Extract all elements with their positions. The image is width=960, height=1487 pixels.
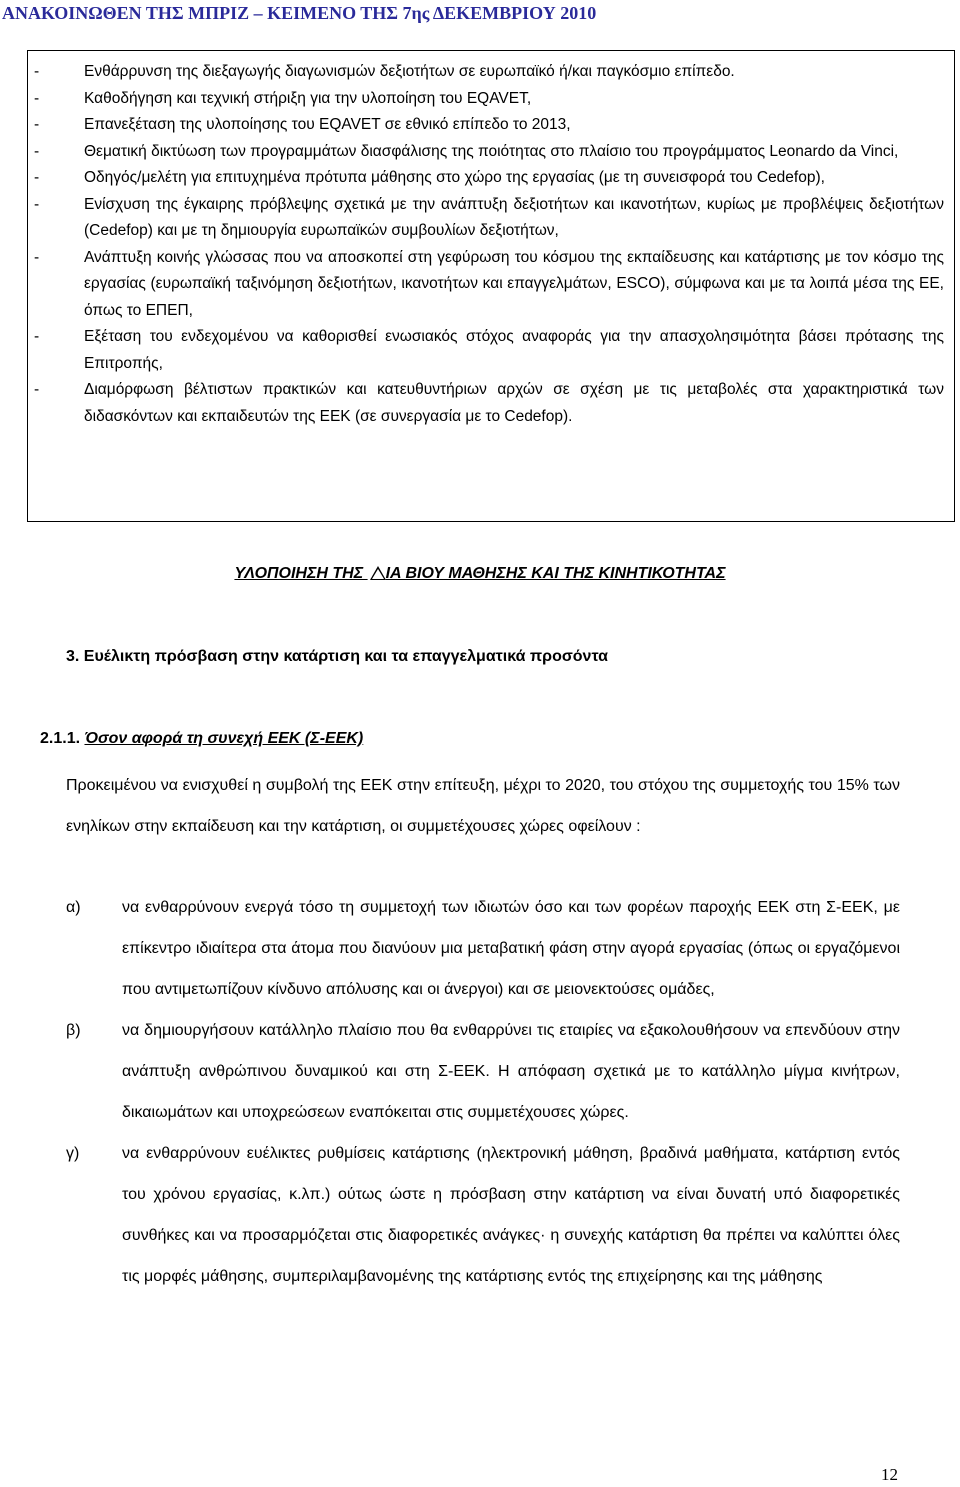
delta-glyph-icon — [370, 566, 386, 580]
obligation-item — [66, 887, 900, 1010]
list-item-text: Ενίσχυση της έγκαιρης πρόβλεψης σχετικά με την ανάπτυξη δεξιοτήτων και ικανοτήτων, κυρίως με προβλέψεις δεξιοτήτων (Cedefop) και με τη δημιουργία ευρωπαϊκών συμβουλίων δεξιοτήτων, — [84, 195, 944, 239]
item-label: β) — [66, 1022, 81, 1039]
obligations-list — [66, 887, 900, 1297]
section-title — [0, 565, 960, 583]
list-item-text: Οδηγός/μελέτη για επιτυχημένα πρότυπα μάθησης στο χώρο της εργασίας (με τη συνεισφορά του Cedefop), — [84, 169, 825, 186]
list-item — [34, 192, 944, 245]
bullet-dash: - — [34, 248, 40, 266]
point-number: 2.1.1. — [40, 730, 81, 747]
item-label: α) — [66, 899, 81, 916]
actions-list — [28, 51, 954, 430]
list-item — [34, 245, 944, 325]
bullet-dash: - — [34, 381, 40, 398]
list-item — [34, 165, 944, 192]
section-title-part-1: ΥΛΟΠΟΙΗΣΗ ΤΗΣ — [234, 565, 368, 582]
list-item — [34, 59, 944, 86]
section-title-part-2: ΙΑ ΒΙΟΥ ΜΑΘΗΣΗΣ ΚΑΙ ΤΗΣ ΚΙΝΗΤΙΚΟΤΗΤΑΣ — [385, 565, 726, 582]
list-item — [34, 377, 944, 430]
list-item — [34, 86, 944, 113]
bullet-dash: - — [34, 195, 40, 213]
list-item — [34, 112, 944, 139]
list-item-text: Επανεξέταση της υλοποίησης του EQAVET σε εθνικό επίπεδο το 2013, — [84, 116, 571, 133]
list-item — [34, 324, 944, 377]
item-label: γ) — [66, 1145, 80, 1162]
item-text: να ενθαρρύνουν ενεργά τόσο τη συμμετοχή των ιδιωτών όσο και των φορέων παροχής ΕΕΚ στη Σ-ΕΕΚ, με επίκεντρο ιδιαίτερα στα άτομα που διανύουν μια μεταβατική φάση στην αγορά εργασίας (όπως οι εργαζόμενοι που αντιμετωπίζουν κίνδυνο απόλυσης και οι άνεργοι) και σε μειονεκτούσες ομάδες, — [122, 899, 900, 998]
running-header: ΑΝΑΚΟΙΝΩΘΕΝ ΤΗΣ ΜΠΡΙΖ – ΚΕΙΜΕΝΟ ΤΗΣ 7ης ΔΕΚΕΜΒΡΙΟΥ 2010 — [2, 3, 597, 23]
intro-paragraph: Προκειμένου να ενισχυθεί η συμβολή της ΕΕΚ στην επίτευξη, μέχρι το 2020, του στόχου της συμμετοχής του 15% των ενηλίκων στην εκπαίδευση και την κατάρτιση, οι συμμετέχουσες χώρες οφείλουν : — [66, 777, 900, 835]
list-item-text: Ανάπτυξη κοινής γλώσσας που να αποσκοπεί στη γεφύρωση του κόσμου της εκπαίδευσης και κατάρτισης με τον κόσμο της εργασίας (ευρωπαϊκή ταξινόμηση δεξιοτήτων, ικανοτήτων και επαγγελμάτων, ESCO), σύμφωνα και με τα λοιπά μέσα της ΕΕ, όπως το ΕΠΕΠ, — [84, 248, 944, 319]
list-item-text: Θεματική δικτύωση των προγραμμάτων διασφάλισης της ποιότητας στο πλαίσιο του προγράμματος Leonardo da Vinci, — [84, 142, 899, 160]
point-title: Όσον αφορά τη συνεχή ΕΕΚ (Σ-ΕΕΚ) — [84, 730, 364, 747]
bullet-dash: - — [34, 89, 40, 107]
list-item-text: Εξέταση του ενδεχομένου να καθορισθεί ενωσιακός στόχος αναφοράς για την απασχολησιμότητα βάσει πρότασης της Επιτροπής, — [84, 328, 944, 372]
page-number: 12 — [881, 1465, 898, 1484]
bullet-dash: - — [34, 116, 40, 133]
item-text: να ενθαρρύνουν ευέλικτες ρυθμίσεις κατάρτισης (ηλεκτρονική μάθηση, βραδινά μαθήματα, κατάρτιση εντός του χρόνου εργασίας, κ.λπ.) ούτως ώστε η πρόσβαση στην κατάρτιση να είναι δυνατή υπό διαφορετικές συνθήκες και να προσαρμόζεται στις διαφορετικές ανάγκες· η συνεχής κατάρτιση θα πρέπει να καλύπτει όλες τις μορφές μάθησης, συμπεριλαμβανομένης της κατάρτισης εντός της επιχείρησης και της μάθησης — [122, 1145, 900, 1285]
item-text: να δημιουργήσουν κατάλληλο πλαίσιο που θα ενθαρρύνει τις εταιρίες να εξακολουθήσουν να επενδύουν στην ανάπτυξη ανθρώπινου δυναμικού και στη Σ-ΕΕΚ. Η απόφαση σχετικά με το κατάλληλο μίγμα κινήτρων, δικαιωμάτων και υποχρεώσεων εναπόκειται στις συμμετέχουσες χώρες. — [122, 1022, 900, 1121]
actions-box — [27, 50, 955, 522]
list-item-text: Καθοδήγηση και τεχνική στήριξη για την υλοποίηση του EQAVET, — [84, 89, 532, 107]
list-item-text: Ενθάρρυνση της διεξαγωγής διαγωνισμών δεξιοτήτων σε ευρωπαϊκό ή/και παγκόσμιο επίπεδο. — [84, 63, 735, 80]
bullet-dash: - — [34, 63, 40, 80]
bullet-dash: - — [34, 169, 40, 186]
bullet-dash: - — [34, 328, 40, 345]
list-item — [34, 139, 944, 166]
sub-heading: 3. Ευέλικτη πρόσβαση στην κατάρτιση και τα επαγγελματικά προσόντα — [66, 648, 608, 665]
bullet-dash: - — [34, 142, 40, 160]
obligation-item — [66, 1010, 900, 1133]
obligation-item — [66, 1133, 900, 1297]
point-heading — [40, 730, 363, 748]
list-item-text: Διαμόρφωση βέλτιστων πρακτικών και κατευθυντήριων αρχών σε σχέση με τις μεταβολές στα χαρακτηριστικά των διδασκόντων και εκπαιδευτών της ΕΕΚ (σε συνεργασία με το Cedefop). — [84, 381, 944, 425]
